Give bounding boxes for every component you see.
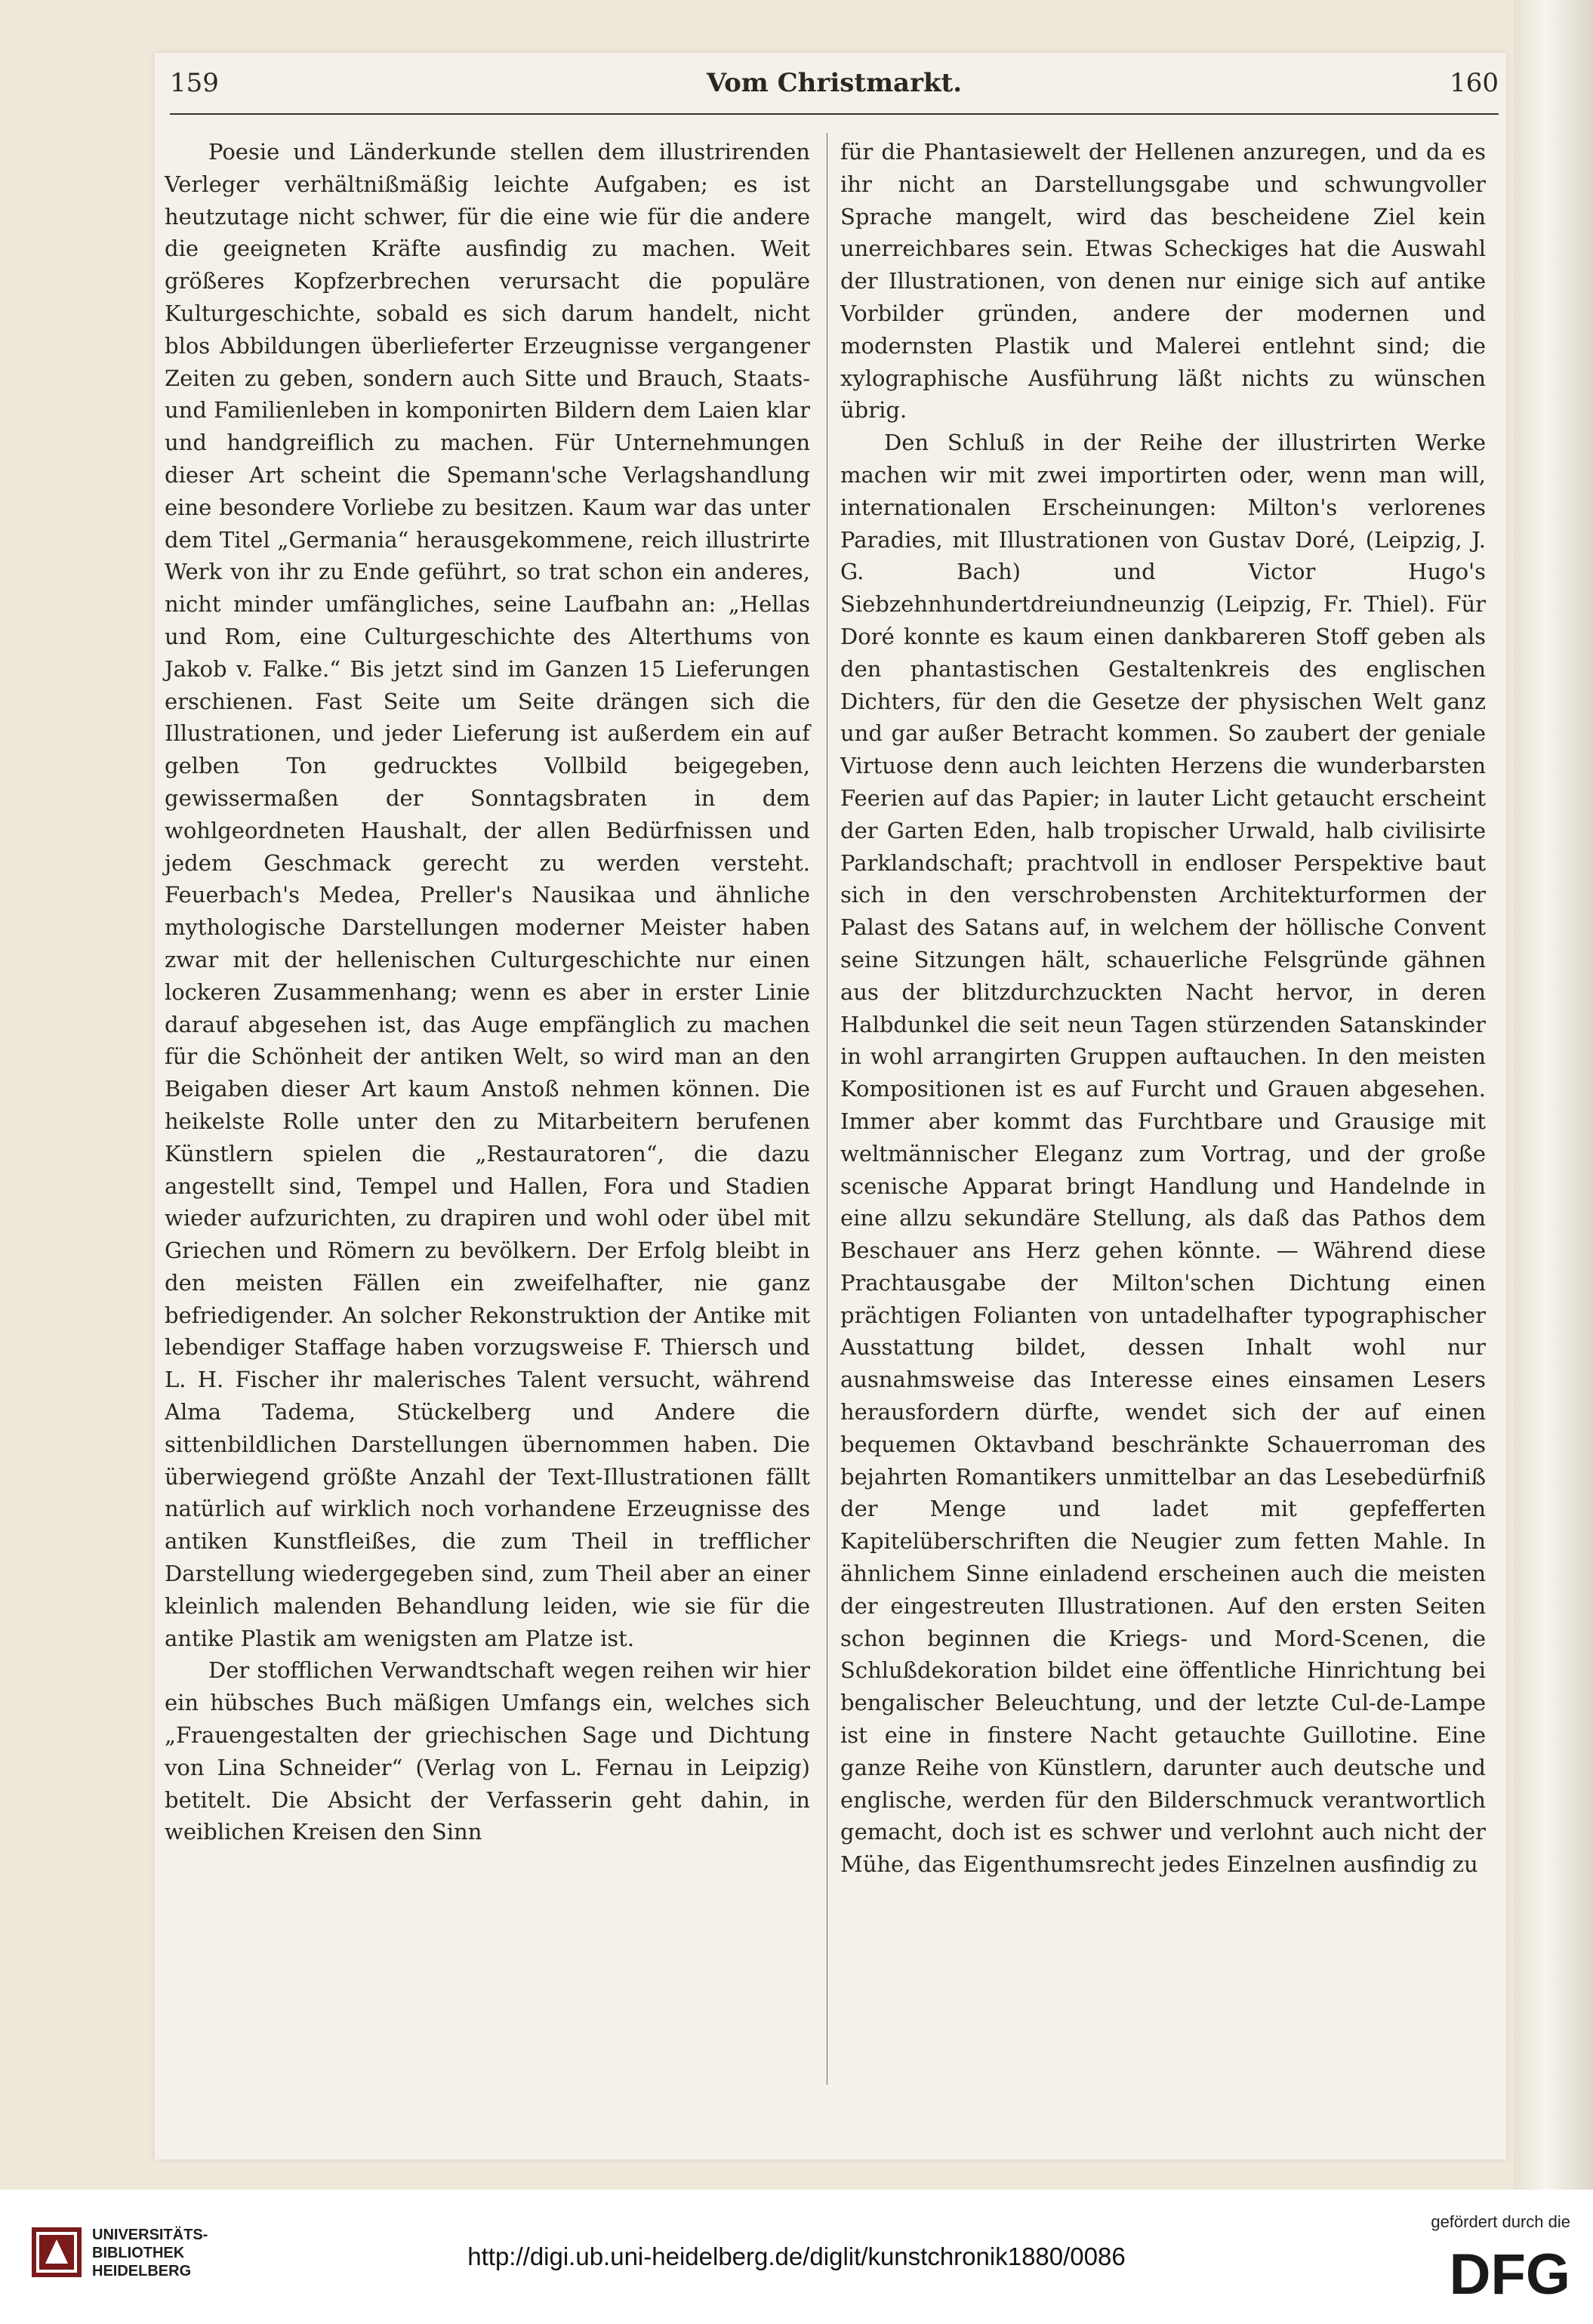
page-edge (1514, 0, 1593, 2190)
left-paragraph-2: Der stofflichen Verwandtschaft wegen reihen wir hier ein hübsches Buch mäßigen Umfangs ein, welches sich „Frauengestalten der griechischen Sage und Dichtung von Lina Schneider“ (Verlag von L. Fernau in Leipzig) betitelt. Die Absicht der Verfasserin geht dahin, in weiblichen Kreisen den Sinn (165, 1657, 810, 1845)
running-header (170, 68, 1499, 107)
dfg-logo-icon[interactable] (1397, 2242, 1570, 2303)
page-number-right: 160 (1450, 68, 1499, 98)
page-number-left: 159 (170, 68, 219, 98)
right-paragraph-1: für die Phantasiewelt der Hellenen anzuregen, und da es ihr nicht an Darstellungsgabe und schwungvoller Sprache mangelt, wird das bescheidene Ziel kein unerreichbares sein. Etwas Scheckiges hat die Auswahl der Illustrationen, von denen nur einige sich auf antike Vorbilder gründen, andere der modernen und modernsten Plastik und Malerei entlehnt sind; die xylographische Ausführung läßt nichts zu wünschen übrig. (840, 139, 1486, 424)
institution-line-2: BIBLIOTHEK (92, 2245, 185, 2261)
institution-line-1: UNIVERSITÄTS- (92, 2227, 208, 2243)
running-title: Vom Christmarkt. (706, 68, 963, 98)
institution-line-3: HEIDELBERG (92, 2263, 192, 2279)
header-rule (170, 113, 1499, 115)
funding-note: gefördert durch die (1431, 2212, 1570, 2231)
right-paragraph-2: Den Schluß in der Reihe der illustrirten Werke machen wir mit zwei importirten oder, wenn man will, internationalen Erscheinungen: Milton's verlorenes Paradies, mit Illustrationen von Gustav Doré, (Leipzig, J. G. Bach) und Victor Hugo's Siebzehnhundertdreiundneunzig (Leipzig, Fr. Thiel). Für Doré konnte es kaum einen dankbareren Stoff geben als den phantastischen Gestaltenkreis des englischen Dichters, für den die Gesetze der physischen Welt ganz und gar außer Betracht kommen. So zaubert der geniale Virtuose denn auch leichten Herzens die wunderbarsten Feerien auf das Papier; in lauter Licht getaucht erscheint der Garten Eden, halb tropischer Urwald, halb civilisirte Parklandschaft; prachtvoll in endloser Perspektive baut sich in den verschrobensten Architekturformen der Palast des Satans auf, in welchem der höllische Convent seine Sitzungen hält, schauerliche Felsgründe gähnen aus der blitzdurchzuckten Nacht hervor, in deren Halbdunkel die seit neun Tagen stürzenden Satanskinder in wohl arrangirten Gruppen auftauchen. In den meisten Kompositionen ist es auf Furcht und Grauen abgesehen. Immer aber kommt das Furchtbare und Grausige mit weltmännischer Eleganz zum Vortrag, und der große scenische Apparat bringt Handlung und Handelnde in eine allzu sekundäre Stellung, als daß das Pathos dem Beschauer ans Herz gehen könnte. — Während diese Prachtausgabe der Milton'schen Dichtung einen prächtigen Folianten von untadelhafter typographischer Ausstattung bildet, dessen Inhalt wohl nur ausnahmsweise das Interesse eines einsamen Lesers herausfordern dürfte, wendet sich der auf einen bequemen Oktavband beschränkte Schauerroman des bejahrten Romantikers unmittelbar an das Lesebedürfniß der Menge und ladet mit gepfefferten Kapitelüberschriften die Neugier zum fetten Mahle. In ähnlichem Sinne einladend erscheinen auch die meisten der eingestreuten Illustrationen. Auf den ersten Seiten schon beginnen die Kriegs- und Mord-Scenen, die Schlußdekoration bildet eine öffentliche Hinrichtung bei bengalischer Beleuchtung, und der letzte Cul-de-Lampe ist eine in finstere Nacht getauchte Guillotine. Eine ganze Reihe von Künstlern, darunter auch deutsche und englische, werden für den Bilderschmuck verantwortlich gemacht, doch ist es schwer und verlohnt auch nicht der Mühe, das Eigenthumsrecht jedes Einzelnen ausfindig zu (840, 430, 1486, 1878)
left-column (165, 136, 810, 1848)
viewer-footer (0, 2190, 1593, 2324)
permalink-url[interactable]: http://digi.ub.uni-heidelberg.de/diglit/kunstchronik1880/0086 (467, 2242, 1126, 2270)
dfg-logo-text: DFG (1449, 2242, 1570, 2303)
left-paragraph-1: Poesie und Länderkunde stellen dem illustrirenden Verleger verhältnißmäßig leichte Aufgaben; es ist heutzutage nicht schwer, für die eine wie für die andere die geeigneten Kräfte ausfindig zu machen. Weit größeres Kopfzerbrechen verursacht die populäre Kulturgeschichte, sobald es sich darum handelt, nicht blos Abbildungen überlieferter Erzeugnisse vergangener Zeiten zu geben, sondern auch Sitte und Brauch, Staats- und Familienleben in komponirten Bildern dem Laien klar und handgreiflich zu machen. Für Unternehmungen dieser Art scheint die Spemann'sche Verlagshandlung eine besondere Vorliebe zu besitzen. Kaum war das unter dem Titel „Germania“ herausgekommene, reich illustrirte Werk von ihr zu Ende geführt, so trat schon ein anderes, nicht minder umfängliches, seine Laufbahn an: „Hellas und Rom, eine Culturgeschichte des Alterthums von Jakob v. Falke.“ Bis jetzt sind im Ganzen 15 Lieferungen erschienen. Fast Seite um Seite drängen sich die Illustrationen, und jeder Lieferung ist außerdem ein auf gelben Ton gedrucktes Vollbild beigegeben, gewissermaßen der Sonntagsbraten in dem wohlgeordneten Haushalt, der allen Bedürfnissen und jedem Geschmack gerecht zu werden versteht. Feuerbach's Medea, Preller's Nausikaa und ähnliche mythologische Darstellungen moderner Meister haben zwar mit der hellenischen Culturgeschichte nur einen lockeren Zusammenhang; wenn es aber in erster Linie darauf abgesehen ist, das Auge empfänglich zu machen für die Schönheit der antiken Welt, so wird man an den Beigaben dieser Art kaum Anstoß nehmen können. Die heikelste Rolle unter den zu Mitarbeitern berufenen Künstlern spielen die „Restauratoren“, die dazu angestellt sind, Tempel und Hallen, Fora und Stadien wieder aufzurichten, zu drapiren und wohl oder übel mit Griechen und Römern zu bevölkern. Der Erfolg bleibt in den meisten Fällen ein zweifelhafter, nie ganz befriedigender. An solcher Rekonstruktion der Antike mit lebendiger Staffage haben vorzugsweise F. Thiersch und L. H. Fischer ihr malerisches Talent versucht, während Alma Tadema, Stückelberg und Andere die sittenbildlichen Darstellungen übernommen haben. Die überwiegend größte Anzahl der Text-Illustrationen fällt natürlich auf wirklich noch vorhandene Erzeugnisse des antiken Kunstfleißes, die zum Theil in trefflicher Darstellung wiedergegeben sind, zum Theil aber an einer kleinlich malenden Behandlung leiden, wie sie für die antike Plastik am wenigsten am Platze ist. (165, 139, 810, 1651)
right-column (840, 136, 1486, 1881)
